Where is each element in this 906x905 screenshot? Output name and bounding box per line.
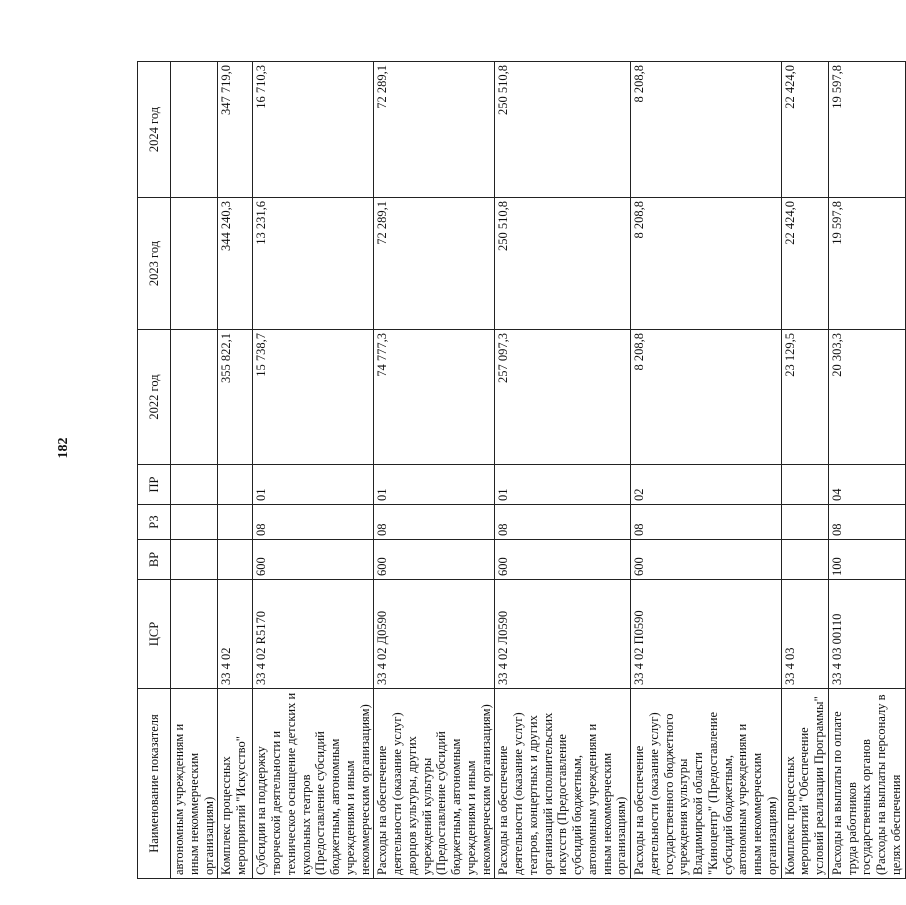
header-name: Наименование показателя [138, 689, 171, 879]
row-2023: 19 597,8 [828, 198, 905, 330]
row-rz: 08 [828, 505, 905, 540]
row-vr: 600 [495, 540, 631, 580]
budget-table [137, 61, 906, 879]
row-2024: 22 424,0 [781, 62, 828, 198]
row-2022: 355 822,1 [218, 330, 253, 465]
row-rz: 08 [253, 505, 374, 540]
header-vr: ВР [138, 540, 171, 580]
table-row [828, 62, 905, 879]
row-2024: 72 289,1 [374, 62, 495, 198]
table-header-row [138, 62, 171, 879]
row-2024: 8 208,8 [631, 62, 782, 198]
row-2023: 8 208,8 [631, 198, 782, 330]
row-name: Расходы на обеспечение деятельности (оказание услуг) дворцов культуры, других учреждений культуры (Предоставление субсидий бюджетным, автономным учреждениям и иным некоммерческим организациям) [374, 689, 495, 879]
row-rz: 08 [631, 505, 782, 540]
row-name: Комплекс процессных мероприятий "Искусство" [218, 689, 253, 879]
row-2024: 250 510,8 [495, 62, 631, 198]
page-number: 182 [56, 437, 71, 459]
rotated-table-wrapper [137, 62, 903, 879]
row-2024 [171, 62, 218, 198]
row-csr [171, 580, 218, 689]
table-row [171, 62, 218, 879]
row-pr: 01 [495, 465, 631, 505]
row-2022: 257 097,3 [495, 330, 631, 465]
row-name: Расходы на обеспечение деятельности (оказание услуг) государственного бюджетного учреждения культуры Владимирской области "Киноцентр" (Предоставление субсидий бюджетным, автономным учреждениям и иным некоммерческим организациям) [631, 689, 782, 879]
row-2024: 19 597,8 [828, 62, 905, 198]
row-csr: 33 4 02 П0590 [631, 580, 782, 689]
header-rz: РЗ [138, 505, 171, 540]
row-vr: 600 [253, 540, 374, 580]
row-vr [781, 540, 828, 580]
header-2022: 2022 год [138, 330, 171, 465]
row-name: Субсидии на поддержку творческой деятельности и техническое оснащение детских и кукольных театров (Предоставление субсидий бюджетным, автономным учреждениям и иным некоммерческим организациям) [253, 689, 374, 879]
row-vr: 600 [631, 540, 782, 580]
row-csr: 33 4 03 00110 [828, 580, 905, 689]
row-name: Расходы на выплаты по оплате труда работников государственных органов (Расходы на выплаты персоналу в целях обеспечения [828, 689, 905, 879]
header-2023: 2023 год [138, 198, 171, 330]
row-rz: 08 [495, 505, 631, 540]
row-2023: 22 424,0 [781, 198, 828, 330]
table-row [253, 62, 374, 879]
row-csr: 33 4 02 Д0590 [374, 580, 495, 689]
row-csr: 33 4 02 R5170 [253, 580, 374, 689]
row-pr [171, 465, 218, 505]
row-pr [218, 465, 253, 505]
row-2022: 15 738,7 [253, 330, 374, 465]
row-vr: 100 [828, 540, 905, 580]
row-2023: 13 231,6 [253, 198, 374, 330]
row-2022: 20 303,3 [828, 330, 905, 465]
row-csr: 33 4 02 [218, 580, 253, 689]
header-pr: ПР [138, 465, 171, 505]
row-rz [781, 505, 828, 540]
row-2023 [171, 198, 218, 330]
row-2023: 344 240,3 [218, 198, 253, 330]
row-pr: 01 [374, 465, 495, 505]
table-row [781, 62, 828, 879]
header-csr: ЦСР [138, 580, 171, 689]
table-row [218, 62, 253, 879]
row-name: Расходы на обеспечение деятельности (оказание услуг) театров, концертных и других организаций исполнительских искусств (Предоставление субсидий бюджетным, автономным учреждениям и иным некоммерческим организациям) [495, 689, 631, 879]
table-row [631, 62, 782, 879]
row-2022 [171, 330, 218, 465]
row-2022: 74 777,3 [374, 330, 495, 465]
row-2024: 16 710,3 [253, 62, 374, 198]
row-rz [218, 505, 253, 540]
row-csr: 33 4 02 Л0590 [495, 580, 631, 689]
table-row [495, 62, 631, 879]
row-2023: 250 510,8 [495, 198, 631, 330]
row-name: автономным учреждениям и иным некоммерческим организациям) [171, 689, 218, 879]
row-name: Комплекс процессных мероприятий "Обеспечение условий реализации Программы" [781, 689, 828, 879]
table-row [374, 62, 495, 879]
row-pr: 02 [631, 465, 782, 505]
row-vr [218, 540, 253, 580]
row-pr: 04 [828, 465, 905, 505]
row-2024: 347 719,0 [218, 62, 253, 198]
row-rz [171, 505, 218, 540]
row-vr [171, 540, 218, 580]
row-vr: 600 [374, 540, 495, 580]
row-2023: 72 289,1 [374, 198, 495, 330]
row-csr: 33 4 03 [781, 580, 828, 689]
row-2022: 23 129,5 [781, 330, 828, 465]
header-2024: 2024 год [138, 62, 171, 198]
row-pr [781, 465, 828, 505]
row-pr: 01 [253, 465, 374, 505]
row-rz: 08 [374, 505, 495, 540]
row-2022: 8 208,8 [631, 330, 782, 465]
